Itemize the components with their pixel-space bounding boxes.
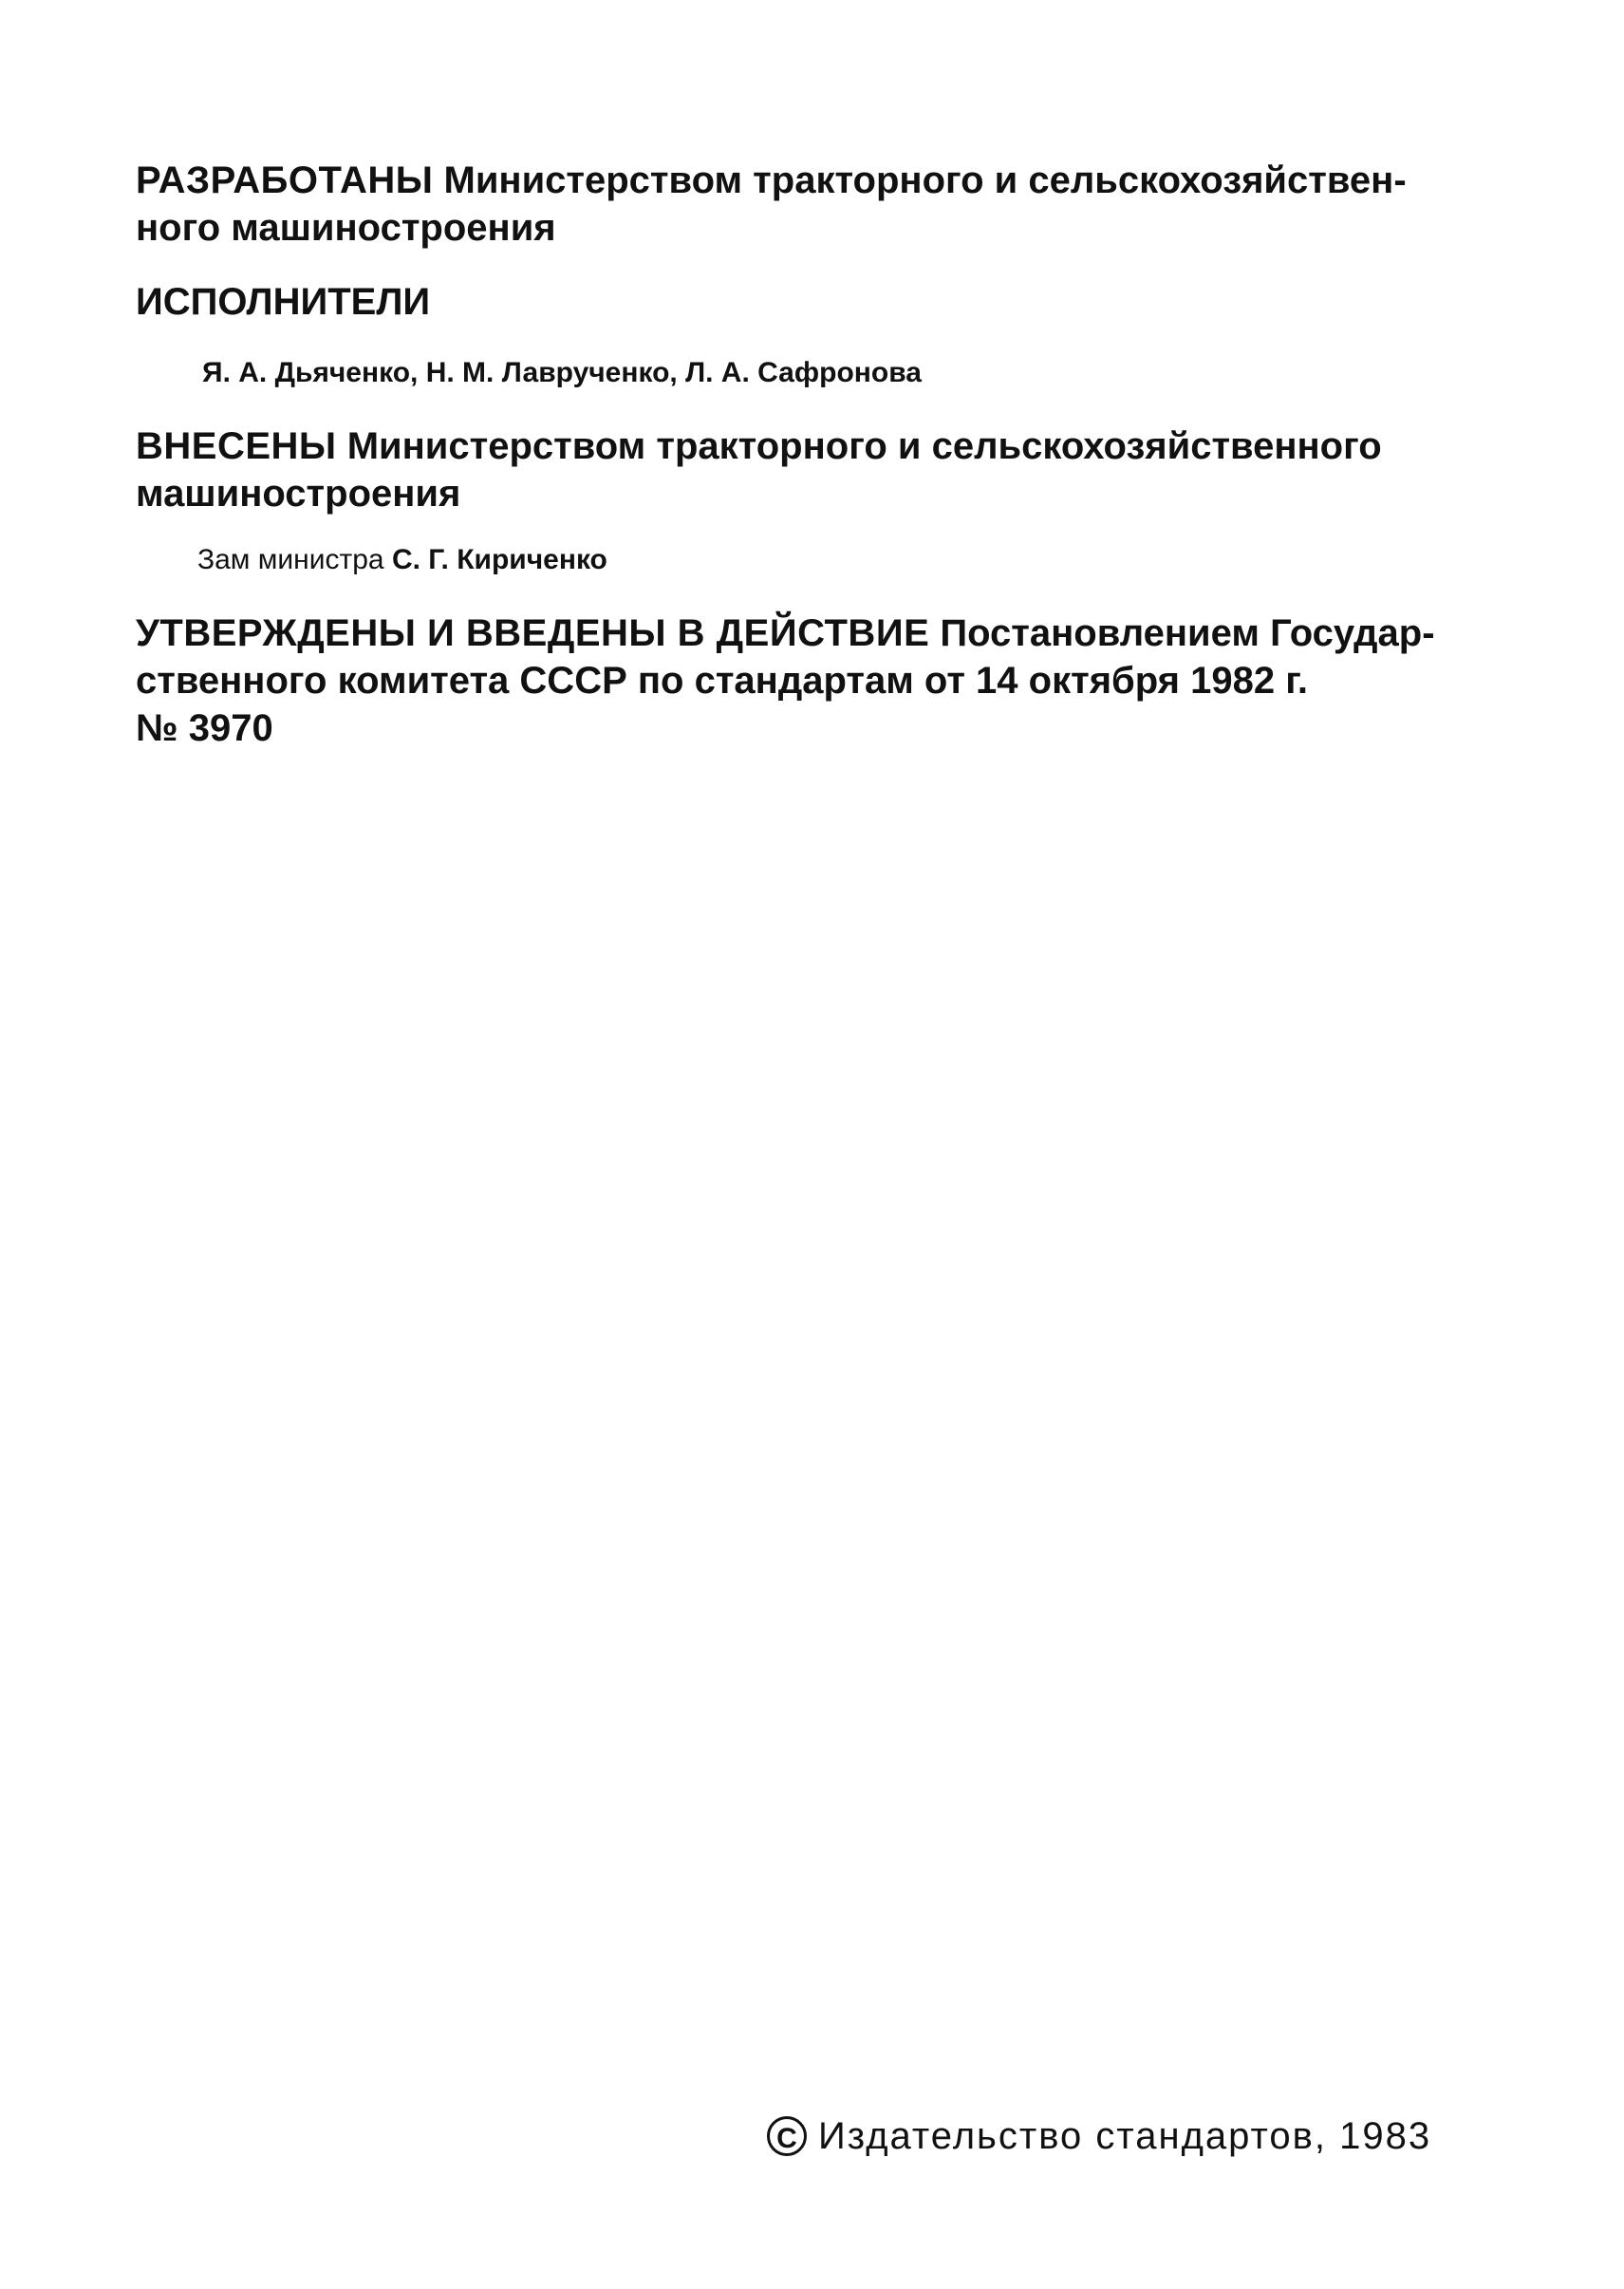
approved-label: УТВЕРЖДЕНЫ И ВВЕДЕНЫ В ДЕЙСТВИЕ [136,612,930,654]
copyright-icon: C [767,2116,807,2156]
copyright-text: Издательство стандартов, 1983 [818,2115,1432,2157]
approved-text-2: ственного комитета СССР по стандартам от 14 октября 1982 г. [136,660,1308,702]
developed-line-1 [136,157,1465,204]
approved-line-1 [136,610,1465,657]
introduced-section [136,422,1465,517]
performers-heading: ИСПОЛНИТЕЛИ [136,281,431,323]
developed-text-2: ного машиностроения [136,207,556,249]
deputy-title: Зам министра [197,544,384,575]
deputy-name: С. Г. Кириченко [391,544,607,575]
developed-label: РАЗРАБОТАНЫ [136,159,434,201]
approved-text-3: № 3970 [136,707,273,749]
deputy-line [197,541,607,579]
approved-text-1: Постановлением Государ- [940,612,1435,654]
introduced-line-1 [136,422,1465,470]
developed-section [136,157,1465,252]
approved-section [136,610,1465,752]
copyright-line [767,2112,1431,2160]
developed-text-1: Министерством тракторного и сельскохозяйствен- [443,159,1407,201]
introduced-label: ВНЕСЕНЫ [136,425,337,467]
performers-names: Я. А. Дьяченко, Н. М. Лавручeнко, Л. А. Сафронова [202,357,922,388]
introduced-text-1: Министерством тракторного и сельскохозяйственного [346,425,1382,467]
introduced-text-2: машиностроения [136,473,461,515]
